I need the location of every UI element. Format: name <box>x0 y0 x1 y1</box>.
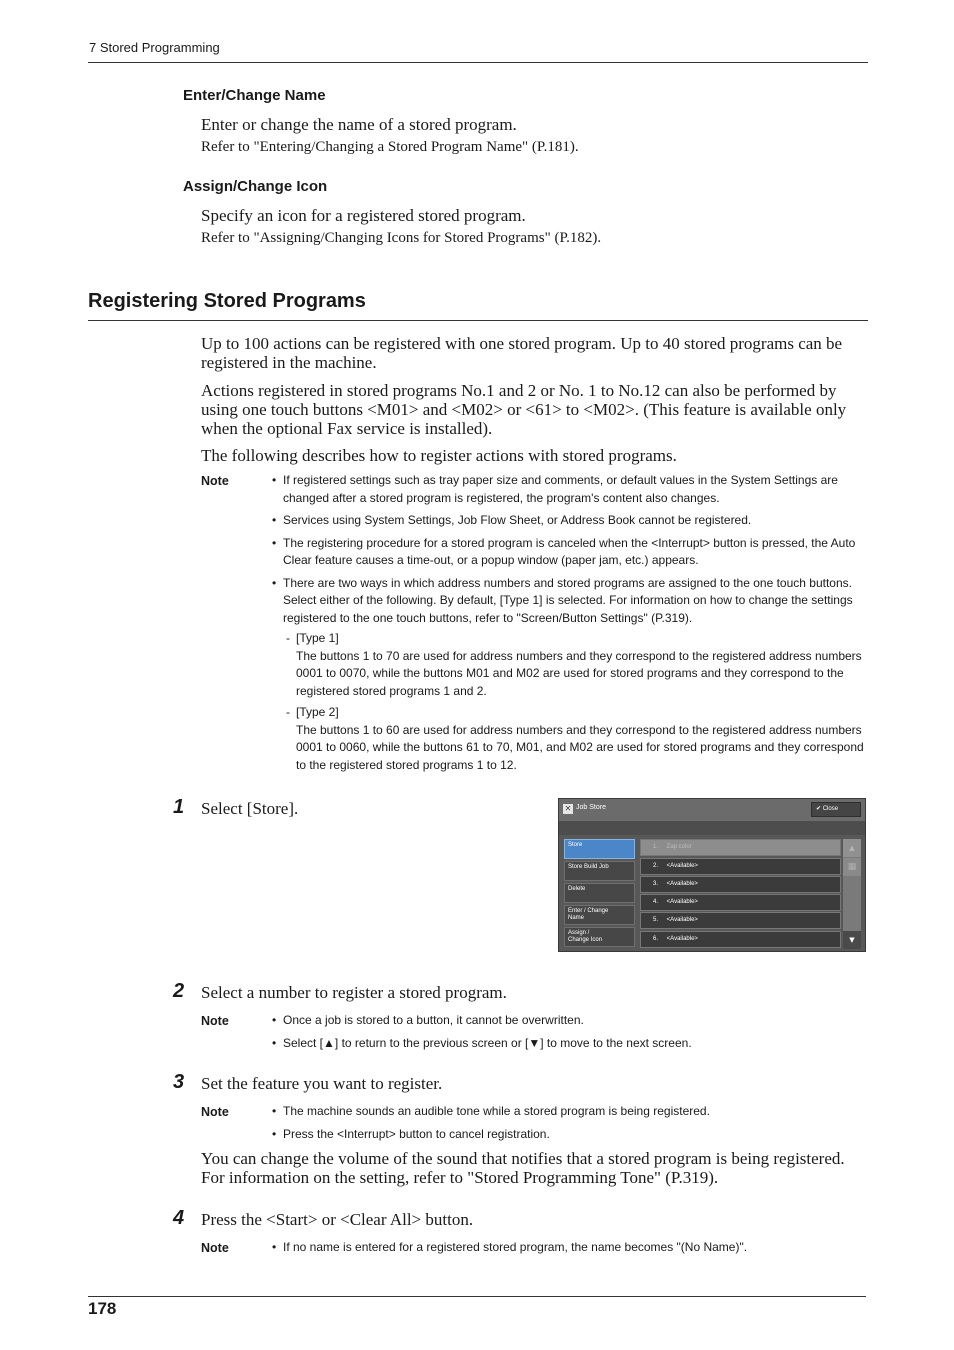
program-row[interactable] <box>640 839 841 856</box>
menu-label: Store <box>568 842 583 848</box>
scroll-down-icon[interactable]: ▼ <box>843 931 861 949</box>
step-2-number: 2 <box>173 980 185 1002</box>
sub-item-title: [Type 1] <box>296 631 339 645</box>
row-label: <Available> <box>666 917 698 923</box>
note-label: Note <box>201 1014 229 1028</box>
type-1-sub-item <box>272 630 864 700</box>
program-row[interactable] <box>640 931 841 948</box>
note-list <box>272 1103 864 1148</box>
row-label: <Available> <box>666 936 698 942</box>
step-4-text: Press the <Start> or <Clear All> button. <box>201 1210 474 1229</box>
step-3-number: 3 <box>173 1071 185 1093</box>
note-item: • If no name is entered for a registered stored program, the name becomes "(No Name)". <box>272 1239 864 1257</box>
screenshot-title: Job Store <box>576 804 606 811</box>
sub-item-text: The buttons 1 to 60 are used for address numbers and they correspond to the registered address numbers 0001 to 0060, while the buttons 61 to 70, M01, and M02 are used for stored programs and they correspond to the registered stored programs 1 to 12. <box>296 722 864 772</box>
program-row[interactable] <box>640 876 841 893</box>
menu-store-build-job[interactable] <box>564 861 635 881</box>
note-item: • The registering procedure for a stored program is canceled when the <Interrupt> button is pressed, the Auto Clear feature causes a time-out, or a popup window (paper jam, etc.) appears. <box>272 535 864 570</box>
note-text: ] to return to the previous screen or [ <box>334 1035 529 1050</box>
step-1-number: 1 <box>173 796 185 818</box>
section-para-2: Actions registered in stored programs No.1 and 2 or No. 1 to No.12 can also be performed by using one touch buttons <M01> and <M02> or <61> to <M02>. (This feature is available only when the optional Fax service is installed). <box>201 381 847 438</box>
step-3-text: Set the feature you want to register. <box>201 1074 443 1093</box>
menu-store[interactable] <box>564 839 635 859</box>
note-item: • Once a job is stored to a button, it cannot be overwritten. <box>272 1012 864 1030</box>
note-item: • There are two ways in which address numbers and stored programs are assigned to the one touch buttons. Select either of the following. By default, [Type 1] is selected. For information on how to change the settings registered to the one touch buttons, refer to "Screen/Button Settings" (P.319). <box>272 575 864 628</box>
down-arrow-icon: ▼ <box>528 1035 541 1050</box>
row-number: 4. <box>653 899 659 905</box>
menu-label: Enter / Change <box>568 908 609 914</box>
header-rule <box>88 62 868 63</box>
menu-delete[interactable] <box>564 883 635 903</box>
close-button[interactable] <box>811 802 861 817</box>
page-number: 178 <box>88 1299 117 1318</box>
row-number: 3. <box>653 881 659 887</box>
menu-label: Name <box>568 915 585 921</box>
row-label: <Available> <box>666 881 698 887</box>
section-para-1: Up to 100 actions can be registered with one stored program. Up to 40 stored programs can be registered in the machine. <box>201 334 843 372</box>
row-label: Zap color <box>666 844 692 850</box>
step-2-text: Select a number to register a stored program. <box>201 983 507 1002</box>
program-row[interactable] <box>640 912 841 929</box>
type-2-sub-item <box>272 704 864 774</box>
note-label: Note <box>201 474 229 488</box>
note-item: • If registered settings such as tray paper size and comments, or default values in the System Settings are changed after a stored program is registered, the program's content also changes. <box>272 472 864 507</box>
sub-item-text: The buttons 1 to 70 are used for address numbers and they correspond to the registered address numbers 0001 to 0070, while the buttons M01 and M02 are used for stored programs and they correspond to the registered stored programs 1 and 2. <box>296 648 862 698</box>
menu-label: Change Icon <box>568 937 603 943</box>
close-label: Close <box>822 806 839 812</box>
step-3-paragraph: You can change the volume of the sound that notifies that a stored program is being registered. For information on the setting, refer to "Stored Programming Tone" (P.319). <box>201 1149 845 1187</box>
step-1-text: Select [Store]. <box>201 799 299 818</box>
sub-item-dash: - <box>286 705 290 719</box>
enter-change-name-body: Enter or change the name of a stored program. <box>201 115 517 134</box>
program-row[interactable] <box>640 858 841 875</box>
sub-item-title: [Type 2] <box>296 705 339 719</box>
row-number: 1. <box>653 844 659 850</box>
row-label: <Available> <box>666 863 698 869</box>
section-para-3: The following describes how to register actions with stored programs. <box>201 446 677 465</box>
running-head: 7 Stored Programming <box>89 40 220 55</box>
note-list <box>272 472 864 778</box>
note-text: ] to move to the next screen. <box>540 1035 692 1050</box>
job-store-screenshot <box>558 798 866 952</box>
menu-assign-change-icon[interactable] <box>564 927 635 947</box>
note-text: Select [ <box>283 1035 324 1050</box>
check-icon: ✔ <box>816 806 822 812</box>
note-item: • Press the <Interrupt> button to cancel registration. <box>272 1126 864 1144</box>
assign-change-icon-body: Specify an icon for a registered stored program. <box>201 206 526 225</box>
screenshot-titlebar <box>559 799 865 821</box>
note-item <box>272 1035 864 1053</box>
scroll-up-icon[interactable]: ▲ <box>843 839 861 857</box>
menu-enter-change-name[interactable] <box>564 905 635 925</box>
section-title: Registering Stored Programs <box>88 290 366 312</box>
screenshot-separator <box>559 821 865 835</box>
note-label: Note <box>201 1105 229 1119</box>
assign-change-icon-ref: Refer to "Assigning/Changing Icons for Stored Programs" (P.182). <box>201 230 602 246</box>
up-arrow-icon: ▲ <box>323 1035 335 1050</box>
scrollbar[interactable] <box>843 839 861 949</box>
section-rule <box>88 320 868 321</box>
sub-item-dash: - <box>286 631 290 645</box>
close-x-icon: ✕ <box>564 804 572 813</box>
grid-icon: ▦ <box>843 858 861 876</box>
row-number: 2. <box>653 863 659 869</box>
row-number: 5. <box>653 917 659 923</box>
menu-label: Delete <box>568 886 586 892</box>
note-item: • The machine sounds an audible tone while a stored program is being registered. <box>272 1103 864 1121</box>
assign-change-icon-heading: Assign/Change Icon <box>183 178 328 195</box>
program-row[interactable] <box>640 894 841 911</box>
row-number: 6. <box>653 936 659 942</box>
row-label: <Available> <box>666 899 698 905</box>
menu-label: Assign / <box>568 930 590 936</box>
menu-label: Store Build Job <box>568 864 609 870</box>
enter-change-name-heading: Enter/Change Name <box>183 87 326 104</box>
step-4-number: 4 <box>173 1207 185 1229</box>
note-list <box>272 1012 864 1057</box>
note-label: Note <box>201 1241 229 1255</box>
note-list <box>272 1239 864 1262</box>
enter-change-name-ref: Refer to "Entering/Changing a Stored Program Name" (P.181). <box>201 139 579 155</box>
note-item: • Services using System Settings, Job Flow Sheet, or Address Book cannot be registered. <box>272 512 864 530</box>
footer-rule <box>88 1296 866 1297</box>
